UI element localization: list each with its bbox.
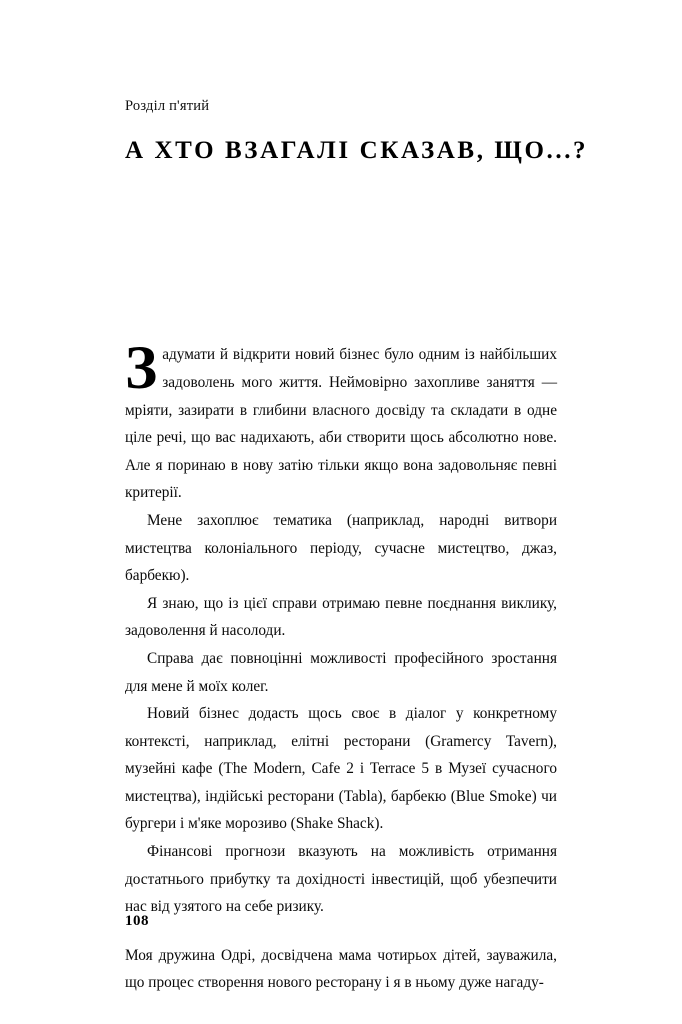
paragraph: Я знаю, що із цієї справи отримаю певне поєднання виклику, задоволення й насолоди. [125, 594, 557, 640]
chapter-label: Розділ п'ятий [125, 98, 210, 114]
drop-cap: З [125, 335, 158, 403]
page-content [125, 0, 589, 997]
paragraph: Мене захоплює тематика (наприклад, народні витвори мистецтва колоніального періоду, сучасне мистецтво, джаз, барбекю). [125, 511, 557, 585]
opening-paragraph-block [125, 335, 557, 507]
page-number: 108 [125, 913, 149, 929]
paragraph: адумати й відкрити новий бізнес було одним із найбільших задоволень мого життя. Неймовірно захопливе заняття — мріяти, зазирати в глибини власного досвіду та складати в одне ціле речі, що вас надихають, аби створити щось абсолютно нове. Але я поринаю в нову затію тільки якщо вона задовольняє певні критерії. [125, 346, 557, 502]
paragraph: Фінансові прогнози вказують на можливість отримання достатнього прибутку та дохідності інвестицій, щоб убезпечити нас від узятого на себе ризику. [125, 843, 557, 916]
chapter-title: А ХТО ВЗАГАЛІ СКАЗАВ, ЩО...? [125, 137, 589, 165]
closing-paragraph: Моя дружина Одрі, досвідчена мама чотирьох дітей, зауважила, що процес створення нового ресторану і я в ньому дуже нагаду- [125, 946, 557, 992]
paragraph: Новий бізнес додасть щось своє в діалог у конкретному контексті, наприклад, елітні ресторани (Gramercy Tavern), музейні кафе (The Modern, Cafe 2 i Terrace 5 в Музеї сучасного мистецтва), індійські ресторани (Tabla), барбекю (Blue Smoke) чи бургери і м'яке морозиво (Shake Shack). [125, 705, 557, 833]
body-text [125, 335, 557, 997]
paragraph: Справа дає повноцінні можливості професійного зростання для мене й моїх колег. [125, 649, 557, 695]
